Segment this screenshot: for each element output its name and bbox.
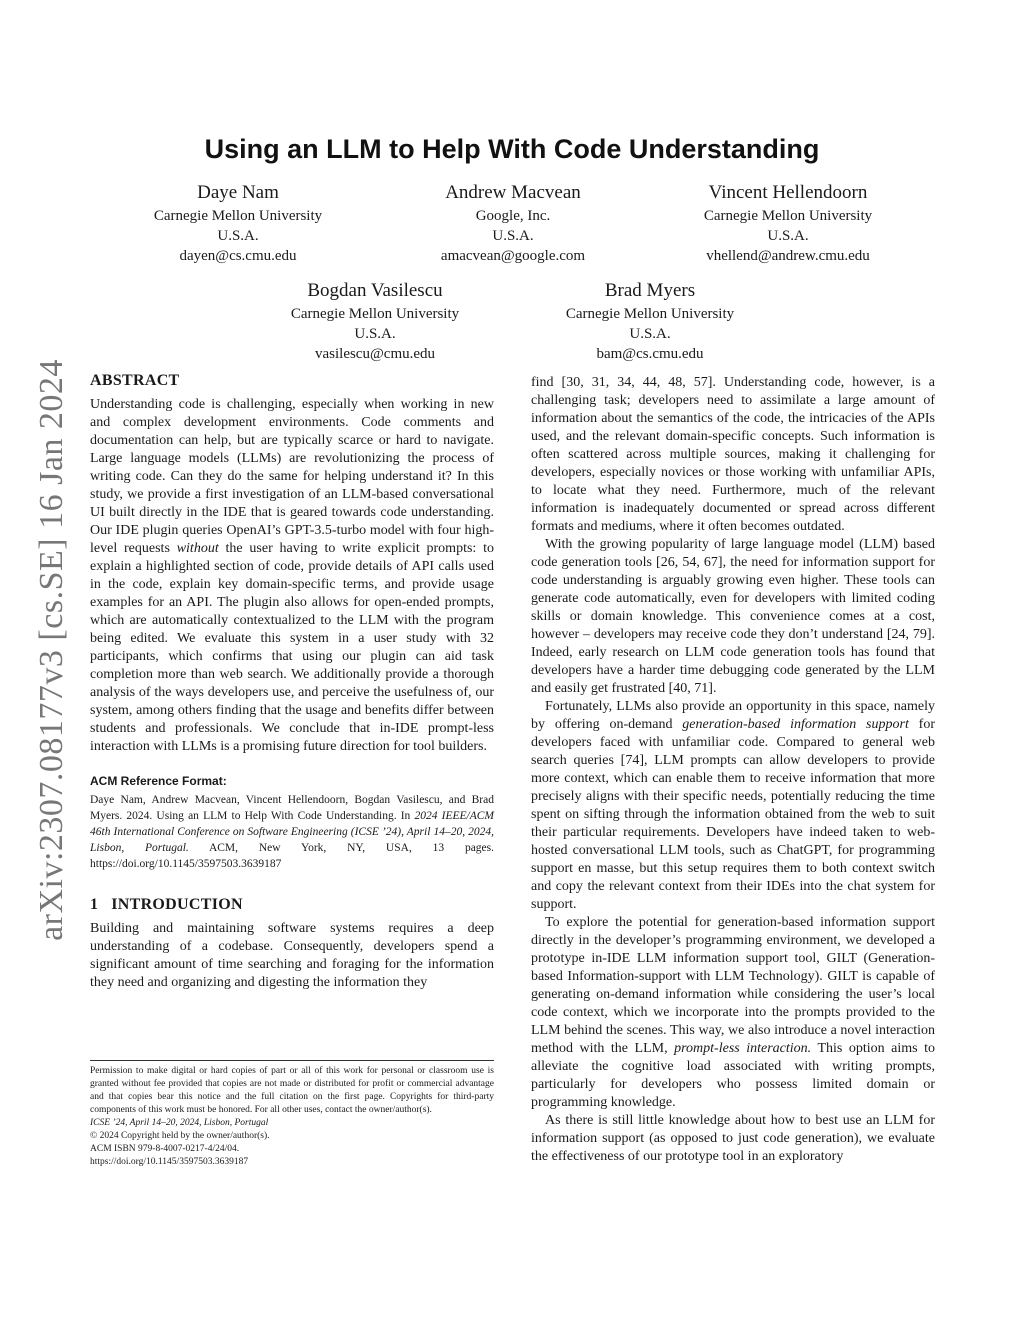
author-name: Brad Myers xyxy=(604,280,696,301)
right-column xyxy=(531,374,935,1166)
author-affiliation: Carnegie Mellon University xyxy=(153,208,323,224)
acm-ref-venue: 2024 IEEE/ACM 46th International Conference on Software Engineering (ICSE ’24), April 14–20, 2024, Lisbon, Portugal. xyxy=(90,810,494,854)
paragraph-part: This option aims to alleviate the cognitive load associated with writing prompts, particularly for developers who possess limited domain or programming knowledge. xyxy=(531,1041,935,1110)
arxiv-side-stamp: arXiv:2307.08177v3 [cs.SE] 16 Jan 2024 xyxy=(33,359,70,941)
left-column xyxy=(90,372,494,992)
author-block-3 xyxy=(658,180,918,266)
author-name: Andrew Macvean xyxy=(445,182,581,203)
author-name: Daye Nam xyxy=(197,182,279,203)
author-country: U.S.A. xyxy=(217,228,259,244)
author-email: amacvean@google.com xyxy=(440,248,586,264)
right-paragraph-5: As there is still little knowledge about how to best use an LLM for information support (as opposed to just code generation), we evaluate the effectiveness of our prototype tool in an exploratory xyxy=(531,1113,935,1164)
permission-isbn: ACM ISBN 979-8-4007-0217-4/24/04. xyxy=(90,1144,240,1154)
abstract-text-part: the user having to write explicit prompts: to explain a highlighted section of code, provide details of API calls used in the code, explain key domain-specific terms, and provide usage examples for an API. The plugin also allows for open-ended prompts, which are automatically contextualized to the LLM with the program being edited. We evaluate this system in a user study with 32 participants, which confirms that using our plugin can aid task completion more than web search. We additionally provide a thorough analysis of the ways developers use, and perceive the usefulness of, our system, among others finding that the usage and benefits differ between students and professionals. We conclude that in-IDE prompt-less interaction with LLMs is a promising future direction for tool builders. xyxy=(90,541,494,754)
author-email: vasilescu@cmu.edu xyxy=(314,346,436,362)
paragraph-part: Fortunately, LLMs also provide an opportunity in this space, namely by offering on-demand xyxy=(531,699,935,732)
acm-ref-part: Daye Nam, Andrew Macvean, Vincent Hellendoorn, Bogdan Vasilescu, and Brad Myers. 2024. Using an LLM to Help With Code Understanding. In xyxy=(90,794,494,822)
section-number: 1 xyxy=(90,896,99,913)
author-country: U.S.A. xyxy=(492,228,534,244)
intro-heading xyxy=(90,896,494,914)
intro-paragraph: Building and maintaining software systems requires a deep understanding of a codebase. Consequently, developers spend a significant amount of time searching and foraging for the information they need and organizing and digesting the information they xyxy=(90,921,494,990)
acm-ref-text xyxy=(90,792,494,872)
author-block-1 xyxy=(108,180,368,266)
permission-doi: https://doi.org/10.1145/3597503.3639187 xyxy=(90,1157,249,1167)
permission-text: Permission to make digital or hard copies of part or all of this work for personal or classroom use is granted without fee provided that copies are not made or distributed for profit or commercial advantage and that copies bear this notice and the full citation on the first page. Copyrights for third-party components of this work must be honored. For all other uses, contact the owner/author(s). xyxy=(90,1066,494,1115)
abstract-text-part: Understanding code is challenging, especially when working in new and complex development environments. Code comments and documentation can help, but are typically scarce or hard to navigate. Large language models (LLMs) are revolutionizing the process of writing code. Can they do the same for helping understand it? In this study, we provide a first investigation of an LLM-based conversational UI built directly in the IDE that is geared towards code understanding. Our IDE plugin queries OpenAI’s GPT-3.5-turbo model with four high-level requests xyxy=(90,397,494,556)
author-affiliation: Google, Inc. xyxy=(475,208,551,224)
author-email: dayen@cs.cmu.edu xyxy=(179,248,297,264)
author-country: U.S.A. xyxy=(354,326,396,342)
permission-copyright: © 2024 Copyright held by the owner/author(s). xyxy=(90,1131,270,1141)
permission-venue: ICSE ’24, April 14–20, 2024, Lisbon, Portugal xyxy=(90,1118,269,1128)
paper-title: Using an LLM to Help With Code Understanding xyxy=(204,134,820,164)
author-affiliation: Carnegie Mellon University xyxy=(703,208,873,224)
paragraph-emphasis: generation-based information support xyxy=(682,717,909,732)
author-name: Bogdan Vasilescu xyxy=(307,280,443,301)
paragraph-part: for developers faced with unfamiliar code. Compared to general web search queries [74], LLM prompts can allow developers to provide more context, which can enable them to receive information that more precisely aligns with their specific needs, potentially reducing the time spent on sifting through the information obtained from the web to suit their particular requirements. Developers have indeed taken to web-hosted conversational LLM tools, such as ChatGPT, for programming support en masse, but this setup requires them to both context switch and copy the relevant context from their IDEs into the chat system for support. xyxy=(531,717,935,912)
acm-ref-part: ACM, New York, NY, USA, 13 pages. https://doi.org/10.1145/3597503.3639187 xyxy=(90,842,494,870)
acm-ref-heading: ACM Reference Format: xyxy=(90,774,227,788)
author-email: vhellend@andrew.cmu.edu xyxy=(706,248,870,264)
author-affiliation: Carnegie Mellon University xyxy=(565,306,735,322)
right-paragraph-1: find [30, 31, 34, 44, 48, 57]. Understanding code, however, is a challenging task; developers need to assimilate a large amount of information about the semantics of the code, the intricacies of the APIs used, and the relevant domain-specific concepts. Such information is often scattered across multiple sources, making it challenging for developers, especially novices or those working with unfamiliar APIs, to locate what they need. Furthermore, much of the relevant information is inadequately documented or spread across different formats and mediums, where it often becomes outdated. xyxy=(531,375,935,534)
right-paragraph-4 xyxy=(531,914,935,1112)
paragraph-emphasis: prompt-less interaction. xyxy=(674,1041,812,1056)
author-country: U.S.A. xyxy=(767,228,809,244)
permission-block xyxy=(90,1060,494,1169)
abstract-emphasis: without xyxy=(176,541,219,556)
right-paragraph-3 xyxy=(531,698,935,914)
author-block-2 xyxy=(383,180,643,266)
right-paragraph-2: With the growing popularity of large language model (LLM) based code generation tools [26, 54, 67], the need for information support for code understanding is arguably growing even higher. These tools can generate code automatically, even for developers with limited coding skills or domain knowledge. This convenience comes at a cost, however – developers may receive code they don’t understand [24, 79]. Indeed, early research on LLM code generation tools has found that developers have a harder time debugging code generated by the LLM and easily get frustrated [40, 71]. xyxy=(531,537,935,696)
author-email: bam@cs.cmu.edu xyxy=(596,346,704,362)
paragraph-part: To explore the potential for generation-based information support directly in the developer’s programming environment, we developed a prototype in-IDE LLM information support tool, GILT (Generation-based Information-support with LLM Technology). GILT is capable of generating on-demand information while considering the user’s local code context, which we incorporate into the prompts provided to the LLM behind the scenes. This way, we also introduce a novel interaction method with the LLM, xyxy=(531,915,935,1056)
abstract-text xyxy=(90,396,494,756)
author-block-4 xyxy=(245,278,505,364)
author-affiliation: Carnegie Mellon University xyxy=(290,306,460,322)
abstract-heading: ABSTRACT xyxy=(90,372,180,389)
author-country: U.S.A. xyxy=(629,326,671,342)
author-block-5 xyxy=(520,278,780,364)
author-name: Vincent Hellendoorn xyxy=(708,182,868,203)
section-title: INTRODUCTION xyxy=(111,896,243,913)
